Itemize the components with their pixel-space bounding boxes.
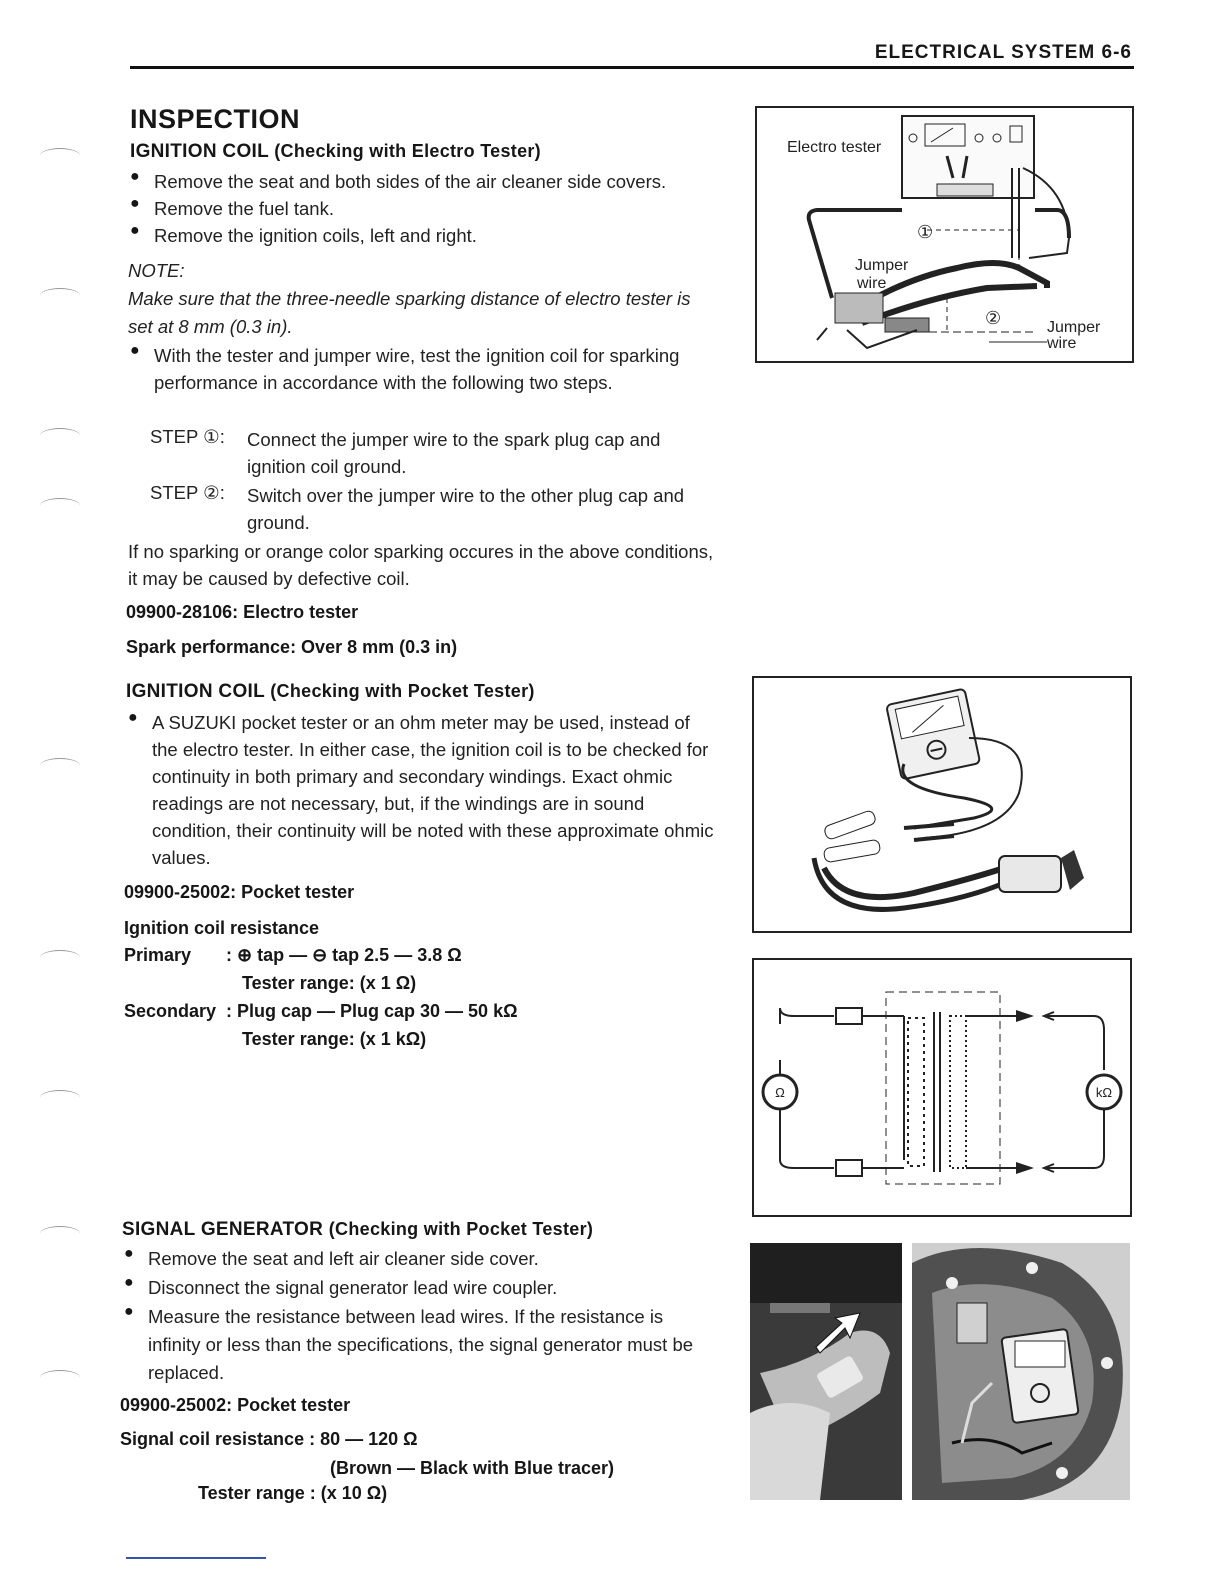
bullet-icon: ● [128,709,138,726]
tool-pocket: 09900-25002: Pocket tester [124,882,355,902]
electro-heading [130,141,541,163]
bullet-icon: ● [130,222,140,239]
figure-pocket-tester [752,676,1132,933]
primary-winding [908,1018,924,1166]
margin-mark [40,1226,80,1241]
pocket-tester-drawing [754,678,1130,931]
coupler-photo [750,1243,902,1500]
margin-mark [40,1370,80,1385]
margin-mark [40,1090,80,1105]
note-label: NOTE: [128,260,185,281]
secondary-range: Tester range: (x 1 kΩ) [242,1029,427,1049]
figure-coil-diagram [752,958,1132,1217]
step-number-2: ② [985,308,1002,328]
margin-mark [40,288,80,303]
electro-heading-main: IGNITION COIL [130,141,269,162]
spec-spark: Spark performance: Over 8 mm (0.3 in) [126,637,458,657]
signal-heading [122,1219,593,1241]
step1-label: STEP ①: [150,426,225,447]
primary-range: Tester range: (x 1 Ω) [242,973,417,993]
ohm-meter-left-label: Ω [775,1085,785,1100]
margin-mark [40,498,80,513]
bullet-icon: ● [124,1245,134,1262]
margin-mark [40,428,80,443]
margin-mark [40,950,80,965]
margin-mark [40,758,80,773]
ignition-resistance-label: Ignition coil resistance [124,918,320,938]
signal-resistance: Signal coil resistance : 80 — 120 Ω [120,1429,418,1449]
signal-heading-sub: (Checking with Pocket Tester) [328,1219,594,1239]
signal-heading-main: SIGNAL GENERATOR [122,1219,324,1240]
jumper-wire-label-1: Jumper [855,257,909,274]
photo-coupler [750,1243,902,1500]
tool-signal: 09900-25002: Pocket tester [120,1395,351,1415]
pocket-heading [126,681,535,703]
jumper-wire-label-2b: wire [1047,335,1077,352]
coil-resistance-diagram [754,960,1130,1215]
electro-tester-label: Electro tester [787,139,882,156]
step-number-1: ① [917,222,934,242]
step2-text: Switch over the jumper wire to the other plug cap and ground. [247,485,685,533]
jumper-wire-label-1b: wire [857,275,887,292]
header-rule [130,66,1134,69]
electro-tester-diagram [757,108,1132,361]
secondary-label: Secondary [124,1001,217,1021]
signal-generator-photo [912,1243,1130,1500]
page-header-title: ELECTRICAL SYSTEM 6-6 [874,42,1132,63]
electro-heading-sub: (Checking with Electro Tester) [274,141,541,161]
signal-tester-range: Tester range : (x 10 Ω) [198,1483,388,1503]
step1-text: Connect the jumper wire to the spark plug cap and ignition coil ground. [247,429,661,477]
figure-electro-tester [755,106,1134,363]
primary-label: Primary [124,945,192,965]
margin-mark [40,148,80,163]
photo-signal-generator [912,1243,1130,1500]
secondary-value: : Plug cap — Plug cap 30 — 50 kΩ [226,1001,518,1021]
signal-wire-colors: (Brown — Black with Blue tracer) [330,1458,615,1478]
bullet-icon: ● [130,168,140,185]
section-title: INSPECTION [130,104,301,134]
tool-electro: 09900-28106: Electro tester [126,602,359,622]
pocket-heading-sub: (Checking with Pocket Tester) [270,681,535,701]
note-text: Make sure that the three-needle sparking distance of electro tester is set at 8 mm (0.3 in). [128,288,691,337]
bullet-icon: ● [124,1303,134,1320]
bullet-icon: ● [130,342,140,359]
bullet-icon: ● [130,195,140,212]
primary-value: : ⊕ tap — ⊖ tap 2.5 — 3.8 Ω [226,945,462,965]
step2-label: STEP ②: [150,482,225,503]
footer-rule [126,1557,266,1559]
bullet-icon: ● [124,1274,134,1291]
secondary-winding [950,1016,966,1168]
result-paragraph: If no sparking or orange color sparking occures in the above conditions, it may be caused by defective coil. [128,541,714,589]
pocket-heading-main: IGNITION COIL [126,681,265,702]
ohm-meter-right-label: kΩ [1095,1085,1113,1100]
jumper-wire-label-2: Jumper [1047,319,1101,336]
